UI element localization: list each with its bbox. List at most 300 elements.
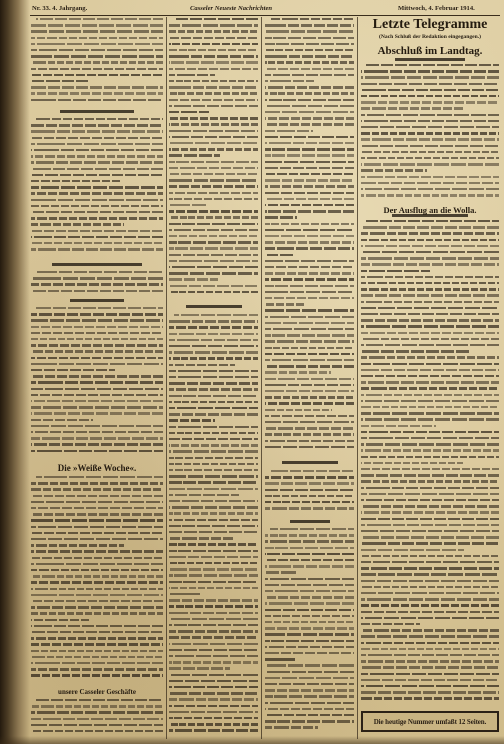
text-line <box>361 294 499 296</box>
page-count-text: Die heutige Nummer umfaßt 12 Seiten. <box>373 717 487 726</box>
text-line <box>31 495 163 497</box>
text-line <box>361 232 499 234</box>
text-line <box>31 581 163 583</box>
text-line <box>361 505 499 507</box>
text-line <box>169 593 201 595</box>
binding-shadow <box>0 0 30 744</box>
text-line <box>361 679 499 681</box>
text-line <box>31 594 163 596</box>
text-line <box>169 247 258 249</box>
text-line <box>270 18 354 20</box>
text-line <box>361 301 499 303</box>
text-line <box>169 717 258 719</box>
text-line <box>169 450 258 452</box>
text-line <box>361 101 499 103</box>
text-line <box>265 415 354 417</box>
text-line <box>31 80 89 82</box>
text-line <box>265 322 354 324</box>
text-line <box>169 519 258 521</box>
text-line <box>361 431 499 433</box>
text-line <box>265 627 354 629</box>
text-line <box>265 547 354 549</box>
text-line <box>361 499 499 501</box>
text-line <box>31 724 163 726</box>
text-line <box>169 266 258 268</box>
text-line <box>169 649 258 651</box>
text-line <box>36 307 163 309</box>
text-line <box>31 350 163 352</box>
text-line <box>265 359 354 361</box>
text-line <box>265 161 354 163</box>
text-line <box>361 673 499 675</box>
text-line <box>361 151 499 153</box>
text-line <box>31 74 163 76</box>
text-line <box>169 99 258 101</box>
text-line <box>169 568 258 570</box>
text-line <box>265 173 354 175</box>
text-line <box>31 174 163 176</box>
text-line <box>169 30 258 32</box>
text-line <box>169 457 258 459</box>
text-line <box>31 319 163 321</box>
text-line <box>361 648 499 650</box>
text-line <box>31 168 163 170</box>
text-line <box>169 729 258 731</box>
text-line <box>169 705 258 707</box>
text-line <box>169 173 258 175</box>
text-line <box>169 260 258 262</box>
text-line <box>169 463 258 465</box>
text-line <box>169 481 258 483</box>
text-line <box>270 528 354 530</box>
text-line <box>169 711 258 713</box>
text-line <box>31 37 163 39</box>
text-line <box>169 630 258 632</box>
text-line <box>31 92 163 94</box>
text-line <box>169 320 258 322</box>
text-line <box>265 216 297 218</box>
text-line <box>265 43 354 45</box>
text-line <box>361 126 499 128</box>
text-line <box>31 388 163 390</box>
text-line <box>169 494 239 496</box>
text-line <box>31 443 163 445</box>
text-line <box>169 272 258 274</box>
text-line <box>361 456 499 458</box>
text-line <box>31 223 124 225</box>
text-line <box>361 381 499 383</box>
text-line <box>31 557 163 559</box>
text-line <box>31 412 163 414</box>
text-line <box>265 148 354 150</box>
text-line <box>31 186 163 188</box>
paper-title: Casseler Neueste Nachrichten <box>190 5 273 12</box>
text-line <box>265 596 354 598</box>
text-line <box>361 182 499 184</box>
text-line <box>31 230 163 232</box>
text-line <box>36 476 163 478</box>
text-line <box>31 55 163 57</box>
text-line <box>31 650 163 652</box>
text-line <box>361 685 499 687</box>
text-line <box>361 468 499 470</box>
text-line <box>265 49 354 51</box>
text-line <box>31 394 163 396</box>
text-line <box>31 375 163 377</box>
text-line <box>265 235 354 237</box>
text-line <box>169 254 258 256</box>
text-line <box>361 604 499 606</box>
text-line <box>31 606 163 608</box>
text-line <box>169 599 258 601</box>
text-line <box>265 266 354 268</box>
text-line <box>169 488 258 490</box>
text-line <box>169 444 258 446</box>
text-line <box>361 666 499 668</box>
text-line <box>31 619 89 621</box>
text-line <box>31 130 163 132</box>
text-line <box>366 64 499 66</box>
text-line <box>31 369 115 371</box>
text-line <box>31 199 163 201</box>
text-line <box>361 586 499 588</box>
text-line <box>265 254 293 256</box>
column-rule <box>357 17 358 739</box>
text-line <box>31 705 163 707</box>
text-line <box>361 70 499 72</box>
text-line <box>361 542 499 544</box>
text-line <box>169 210 258 212</box>
text-line <box>361 617 499 619</box>
text-line <box>169 525 258 527</box>
text-line <box>361 635 499 637</box>
text-line <box>265 714 354 716</box>
text-line <box>265 86 354 88</box>
text-line <box>31 643 163 645</box>
text-line <box>265 726 318 728</box>
text-line <box>31 544 124 546</box>
text-line <box>361 356 499 358</box>
text-line <box>265 446 354 448</box>
text-line <box>361 493 499 495</box>
text-line <box>31 519 163 521</box>
text-line <box>270 470 354 472</box>
text-line <box>174 314 258 316</box>
text-line <box>265 390 354 392</box>
text-line <box>265 708 354 710</box>
text-line <box>361 474 499 476</box>
text-line <box>361 573 499 575</box>
subheading-line <box>186 305 242 308</box>
text-line <box>169 419 215 421</box>
text-line <box>36 118 163 120</box>
text-line <box>265 117 354 119</box>
text-line <box>265 495 354 497</box>
text-line <box>265 565 354 567</box>
text-line <box>31 450 163 452</box>
text-line <box>169 333 258 335</box>
text-line <box>169 413 258 415</box>
text-line <box>265 534 354 536</box>
text-line <box>169 618 258 620</box>
text-line <box>265 30 354 32</box>
text-line <box>31 49 163 51</box>
text-line <box>265 123 354 125</box>
text-line <box>361 226 499 228</box>
text-line <box>361 561 499 563</box>
text-line <box>31 501 163 503</box>
text-line <box>31 668 163 670</box>
text-line <box>361 623 420 625</box>
text-line <box>169 154 220 156</box>
text-line <box>361 524 499 526</box>
text-line <box>169 111 211 113</box>
text-line <box>265 80 314 82</box>
text-line <box>361 132 499 134</box>
text-line <box>169 55 258 57</box>
text-line <box>31 513 163 515</box>
text-line <box>361 107 465 109</box>
text-line <box>169 37 258 39</box>
text-line <box>361 487 499 489</box>
text-line <box>169 661 258 663</box>
text-line <box>265 260 354 262</box>
text-line <box>31 381 163 383</box>
text-line <box>361 406 499 408</box>
text-line <box>361 549 464 551</box>
text-line <box>169 24 258 26</box>
text-line <box>169 643 258 645</box>
text-line <box>31 137 163 139</box>
text-line <box>361 592 499 594</box>
text-line <box>361 629 499 631</box>
text-line <box>265 702 354 704</box>
text-line <box>169 370 258 372</box>
text-line <box>31 86 163 88</box>
text-line <box>169 285 258 287</box>
page-count-notice <box>361 711 499 732</box>
text-line <box>31 550 163 552</box>
text-line <box>361 536 499 538</box>
text-line <box>361 332 499 334</box>
text-line <box>31 363 163 365</box>
text-line <box>265 111 354 113</box>
text-line <box>169 192 258 194</box>
text-line <box>169 531 258 533</box>
subheading-line <box>70 299 124 302</box>
text-line <box>361 642 499 644</box>
text-line <box>169 136 258 138</box>
text-line <box>169 68 258 70</box>
text-line <box>265 130 313 132</box>
text-line <box>169 148 258 150</box>
text-line <box>31 344 163 346</box>
text-line <box>169 61 258 63</box>
text-line <box>31 332 163 334</box>
text-line <box>361 369 499 371</box>
text-line <box>31 419 93 421</box>
text-line <box>361 270 430 272</box>
text-line <box>169 636 258 638</box>
text-line <box>361 313 499 315</box>
text-line <box>169 241 258 243</box>
text-line <box>361 611 499 613</box>
text-line <box>265 427 354 429</box>
text-line <box>265 482 354 484</box>
text-line <box>361 394 499 396</box>
text-line <box>31 338 163 340</box>
text-line <box>265 640 354 642</box>
text-line <box>361 462 463 464</box>
text-line <box>169 364 235 366</box>
column-rule <box>261 17 262 739</box>
text-line <box>31 161 163 163</box>
text-line <box>169 74 215 76</box>
text-line <box>265 105 354 107</box>
text-line <box>361 307 499 309</box>
text-line <box>265 272 354 274</box>
column-rule <box>166 17 167 739</box>
text-line <box>265 68 354 70</box>
text-line <box>31 569 163 571</box>
text-line <box>169 278 218 280</box>
text-line <box>265 489 354 491</box>
text-line <box>265 198 354 200</box>
text-line <box>265 303 304 305</box>
text-line <box>265 229 354 231</box>
text-line <box>31 149 163 151</box>
text-line <box>361 288 499 290</box>
text-line <box>265 378 354 380</box>
text-line <box>169 680 258 682</box>
text-line <box>265 658 297 660</box>
text-line <box>361 344 499 346</box>
text-line <box>169 395 258 397</box>
text-line <box>169 469 258 471</box>
issue-date: Mittwoch, 4. Februar 1914. <box>398 5 475 12</box>
telegrams-title: Letzte Telegramme <box>372 17 488 32</box>
text-line <box>31 236 163 238</box>
text-line <box>169 376 258 378</box>
text-line <box>31 637 163 639</box>
text-line <box>169 167 258 169</box>
text-line <box>361 567 499 569</box>
text-line <box>31 217 163 219</box>
text-line <box>31 61 163 63</box>
text-line <box>361 400 499 402</box>
text-line <box>265 297 354 299</box>
text-line <box>265 92 354 94</box>
text-line <box>361 654 499 656</box>
text-line <box>265 553 354 555</box>
text-line <box>265 621 354 623</box>
text-line <box>361 89 499 91</box>
text-line <box>31 180 122 182</box>
text-line <box>31 205 163 207</box>
text-line <box>265 61 354 63</box>
text-line <box>265 353 354 355</box>
text-line <box>265 278 354 280</box>
subheading-line <box>290 520 330 523</box>
text-line <box>265 334 354 336</box>
text-line <box>265 671 354 673</box>
text-line <box>169 438 258 440</box>
text-line <box>31 211 163 213</box>
text-line <box>31 242 163 244</box>
text-line <box>265 142 354 144</box>
text-line <box>169 500 258 502</box>
text-line <box>361 263 499 265</box>
text-line <box>265 695 354 697</box>
text-line <box>361 188 499 190</box>
text-line <box>265 578 354 580</box>
text-line <box>265 136 354 138</box>
subheading-line <box>60 110 134 113</box>
text-line <box>169 161 258 163</box>
text-line <box>265 24 354 26</box>
telegrams-second-headline: Der Ausflug an die Wolla. <box>383 205 477 215</box>
text-line <box>361 257 499 259</box>
text-line <box>265 507 354 509</box>
text-line <box>361 325 499 327</box>
text-line <box>265 584 354 586</box>
text-line <box>31 400 163 402</box>
text-line <box>31 30 163 32</box>
text-line <box>169 388 258 390</box>
text-line <box>265 384 354 386</box>
text-line <box>169 556 258 558</box>
text-line <box>361 387 499 389</box>
text-line <box>361 363 499 365</box>
text-line <box>265 476 354 478</box>
text-line <box>31 124 163 126</box>
text-line <box>265 689 354 691</box>
text-line <box>265 37 354 39</box>
text-line <box>361 114 499 116</box>
text-line <box>361 282 499 284</box>
text-line <box>361 443 499 445</box>
text-line <box>169 179 258 181</box>
text-line <box>169 216 258 218</box>
text-line <box>169 537 234 539</box>
text-line <box>361 418 499 420</box>
text-line <box>361 319 499 321</box>
text-line <box>31 662 163 664</box>
text-line <box>169 291 258 293</box>
text-line <box>31 24 163 26</box>
telegrams-headline: Abschluß im Landtag. <box>377 45 483 57</box>
text-line <box>265 433 354 435</box>
text-line <box>31 283 163 285</box>
text-line <box>31 99 163 101</box>
text-line <box>169 562 258 564</box>
text-line <box>361 412 499 414</box>
text-line <box>31 625 163 627</box>
telegrams-subtitle: (Nach Schluß der Redaktion eingegangen.) <box>379 34 481 40</box>
text-line <box>265 440 354 442</box>
text-line <box>31 437 163 439</box>
text-line <box>31 143 163 145</box>
text-line <box>169 345 258 347</box>
text-line <box>361 691 499 693</box>
text-line <box>361 338 499 340</box>
text-line <box>31 718 163 720</box>
text-line <box>361 194 499 196</box>
text-line <box>265 167 354 169</box>
text-line <box>361 138 499 140</box>
text-line <box>265 421 354 423</box>
text-line <box>31 507 163 509</box>
